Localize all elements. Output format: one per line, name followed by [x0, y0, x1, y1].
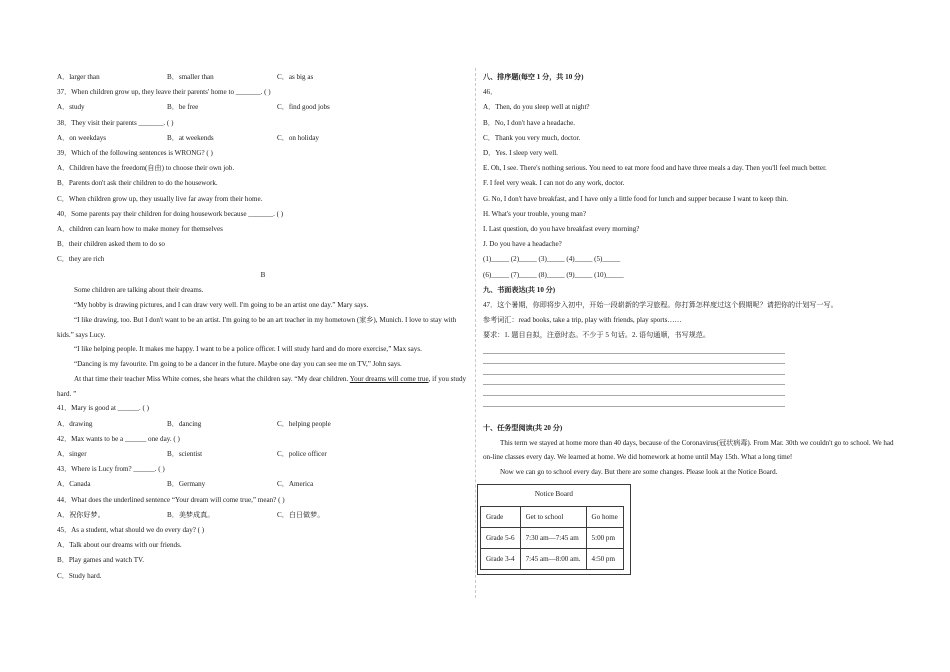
answer-blanks: (1)_____ (2)_____ (3)_____ (4)_____ (5)_____ [483, 255, 621, 264]
notice-board-title: Notice Board [534, 490, 573, 499]
passage-b-paragraph: “My hobby is drawing pictures, and I can draw very well. I'm going to be an artist one day.” Mary says. [74, 301, 369, 309]
section-9-title: 九、书面表达(共 10 分) [483, 285, 556, 294]
reference-words: 参考词汇：read books, take a trip, play with friends, play sports…… [483, 315, 682, 324]
option-b: B．Parents don't ask their children to do the housework. [57, 179, 218, 188]
reading-paragraph: Now we can go to school every day. But there are some changes. Please look at the Notice Board. [500, 468, 778, 476]
question-45: 45．As a student, what should we do every day? ( ) [57, 525, 205, 534]
table-cell: 7:30 am—7:45 am [520, 528, 586, 549]
table-row [481, 528, 624, 549]
sorting-item: B．No, I don't have a headache. [483, 118, 576, 127]
passage-b-paragraph: “I like drawing, too. But I don't want to be an artist. I'm going to be an art teacher in my hometown (家乡), Munich. I love to stay with kids.” says Lucy. [57, 316, 457, 339]
option-b: B．scientist [167, 449, 203, 458]
passage-b-paragraph [57, 372, 469, 401]
question-40: 40．Some parents pay their children for doing housework because _______. ( ) [57, 209, 284, 218]
option-a: A．祝你好梦。 [57, 510, 105, 519]
answer-blanks: (6)_____ (7)_____ (8)_____ (9)_____ (10)_____ [483, 270, 624, 279]
option-a: A．on weekdays [57, 133, 107, 142]
option-b: B．Germany [167, 480, 206, 489]
q43-options [57, 477, 469, 492]
q41-options [57, 417, 469, 432]
writing-requirements: 要求：1. 题目自拟，注意时态。不少于 5 句话。2. 语句通顺，书写规范。 [483, 330, 710, 339]
section-10-title: 十、任务型阅读(共 20 分) [483, 423, 563, 432]
option-c: C．Study hard. [57, 571, 102, 580]
writing-line[interactable] [483, 343, 785, 354]
sorting-item: F. I feel very weak. I can not do any work, doctor. [483, 179, 625, 188]
q36-options [57, 70, 469, 85]
option-c: C．When children grow up, they usually live far away from their home. [57, 194, 263, 203]
option-a: A．larger than [57, 73, 100, 81]
option-b: B．smaller than [167, 73, 214, 81]
option-c: C．police officer [277, 449, 327, 458]
sorting-item: I. Last question, do you have breakfast every morning? [483, 225, 640, 234]
q44-options [57, 508, 469, 523]
header-cell: Grade [481, 507, 521, 528]
q42-options [57, 447, 469, 462]
option-a: A．study [57, 103, 85, 112]
header-cell: Go home [586, 507, 623, 528]
passage-b-paragraph: “Dancing is my favourite. I'm going to be a dancer in the future. Maybe one day you can see me on TV,” John says. [74, 359, 402, 368]
column-divider [475, 68, 476, 598]
question-44: 44．What does the underlined sentence “Your dream will come true,” mean? ( ) [57, 495, 285, 504]
table-cell: 4:50 pm [586, 549, 623, 570]
table-row [481, 549, 624, 570]
writing-line[interactable] [483, 396, 785, 407]
sorting-item: D．Yes. I sleep very well. [483, 149, 558, 158]
option-c: C．helping people [277, 419, 331, 428]
question-46: 46． [483, 88, 498, 97]
header-cell: Get to school [520, 507, 586, 528]
writing-line[interactable] [483, 364, 785, 375]
sorting-item: A．Then, do you sleep well at night? [483, 103, 590, 112]
paragraph-text: At that time their teacher Miss White comes, she hears what the children say. “My dear children. [74, 375, 350, 384]
question-43: 43．Where is Lucy from? ______. ( ) [57, 465, 165, 474]
option-c: C．on holiday [277, 133, 319, 142]
notice-table [480, 506, 624, 570]
option-a: A．Canada [57, 480, 91, 489]
question-37: 37．When children grow up, they leave their parents' home to _______. ( ) [57, 88, 271, 97]
option-a: A．singer [57, 449, 87, 458]
notice-board [477, 484, 631, 575]
left-column [57, 70, 469, 584]
option-b: B．be free [167, 103, 199, 112]
table-header-row [481, 507, 624, 528]
table-cell: 7:45 am—8:00 am. [520, 549, 586, 570]
paragraph-text: , if you study hard. ” [57, 375, 467, 398]
option-b: B．dancing [167, 419, 202, 428]
option-a: A．drawing [57, 419, 93, 428]
sorting-item: E. Oh, I see. There's nothing serious. You need to eat more food and have three meals a day. Then you'll feel much better. [483, 164, 827, 173]
option-c: C．白日做梦。 [277, 510, 325, 519]
writing-line[interactable] [483, 354, 785, 365]
option-b: B．Play games and watch TV. [57, 556, 145, 565]
writing-area[interactable] [483, 343, 895, 407]
table-cell: 5:00 pm [586, 528, 623, 549]
reading-paragraph: This term we stayed at home more than 40 days, because of the Coronavirus(冠状病毒). From Mar. 30th we couldn't go to school. We had on-line classes every day. We learned at home. We did homework at home until May 15th. What a long time! [483, 438, 894, 462]
section-8-title: 八、排序题(每空 1 分，共 10 分) [483, 73, 584, 81]
section-b-heading: B [260, 270, 266, 279]
option-b: B．美梦成真。 [167, 510, 215, 519]
sorting-item: C．Thank you very much, doctor. [483, 133, 581, 142]
option-c: C．they are rich [57, 255, 105, 264]
writing-line[interactable] [483, 385, 785, 396]
question-39: 39．Which of the following sentences is WRONG? ( ) [57, 148, 213, 157]
right-column [483, 70, 895, 575]
option-b: B．at weekends [167, 133, 214, 142]
sorting-item: J. Do you have a headache? [483, 240, 562, 249]
option-b: B．their children asked them to do so [57, 240, 165, 249]
question-42: 42．Max wants to be a ______ one day. ( ) [57, 434, 180, 443]
sorting-item: G. No, I don't have breakfast, and I have only a little food for lunch and supper because I want to keep thin. [483, 194, 789, 203]
option-c: C．as big as [277, 73, 314, 81]
writing-line[interactable] [483, 375, 785, 386]
option-a: A．children can learn how to make money for themselves [57, 224, 223, 233]
table-cell: Grade 5-6 [481, 528, 521, 549]
underlined-sentence: Your dreams will come true [349, 375, 429, 384]
option-a: A．Talk about our dreams with our friends. [57, 541, 182, 550]
question-47: 47．这个暑期，你即将步入初中，开始一段崭新的学习旅程。你打算怎样度过这个假期呢？请把你的计划写一写。 [483, 301, 838, 310]
q38-options [57, 131, 469, 146]
sorting-item: H. What's your trouble, young man? [483, 209, 587, 218]
question-41: 41．Mary is good at ______. ( ) [57, 404, 150, 413]
passage-b-paragraph: “I like helping people. It makes me happy. I want to be a police officer. I will study hard and do more exercise,” Max says. [74, 345, 422, 354]
table-cell: Grade 3-4 [481, 549, 521, 570]
q37-options [57, 100, 469, 115]
question-38: 38．They visit their parents _______. ( ) [57, 118, 174, 127]
option-c: C．America [277, 480, 314, 489]
option-c: C．find good jobs [277, 103, 330, 112]
passage-b-paragraph: Some children are talking about their dreams. [74, 285, 204, 294]
option-a: A．Children have the freedom(自由) to choose their own job. [57, 164, 235, 173]
